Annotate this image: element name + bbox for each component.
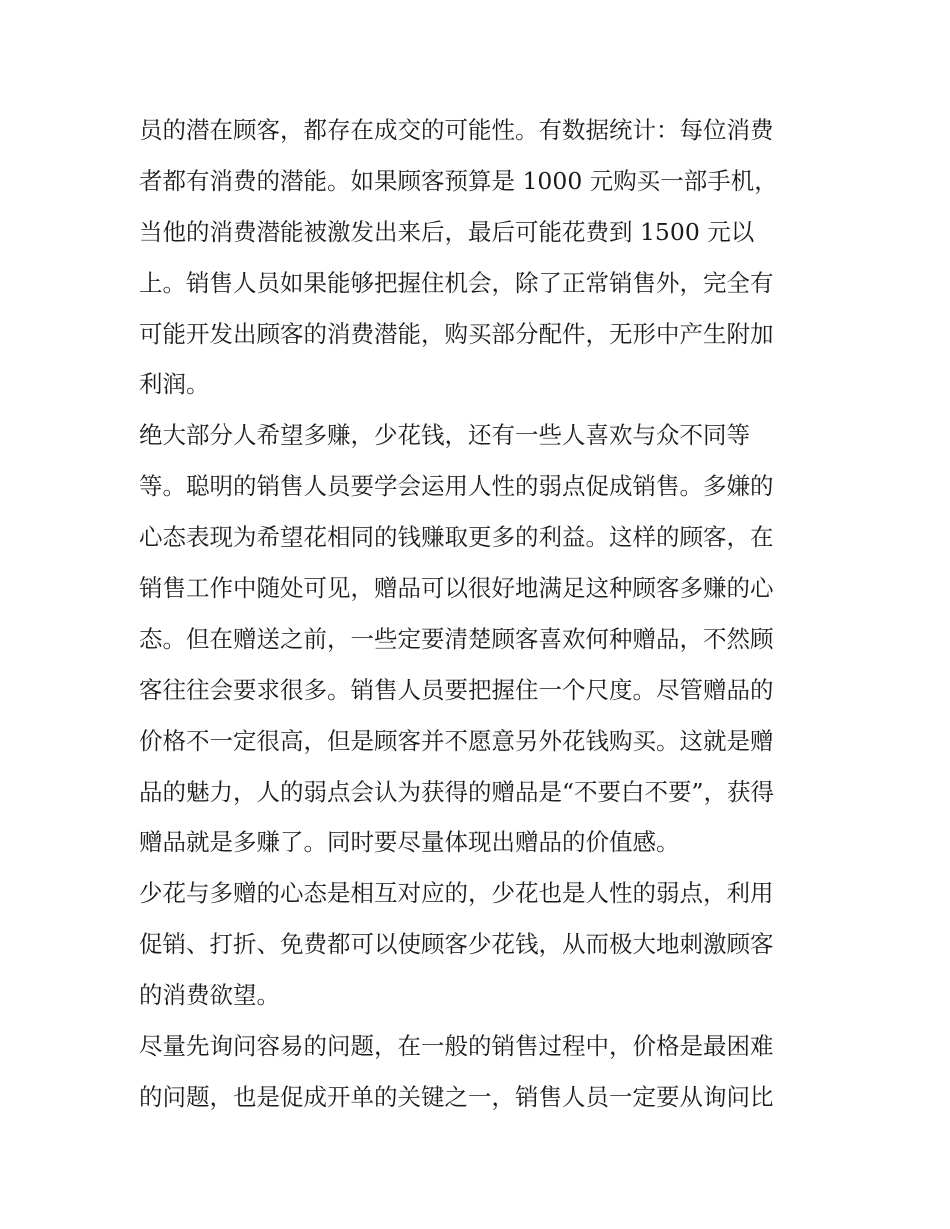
text-line: 品的魅力，人的弱点会认为获得的赠品是“不要白不要”，获得 bbox=[139, 777, 775, 806]
text-line: 可能开发出顾客的消费潜能，购买部分配件，无形中产生附加 bbox=[139, 319, 774, 348]
text-line: 赠品就是多赚了。同时要尽量体现出赠品的价值感。 bbox=[139, 828, 680, 857]
text-line: 当他的消费潜能被激发出来后，最后可能花费到 1500 元以 bbox=[139, 217, 755, 246]
text-line: 促销、打折、免费都可以使顾客少花钱，从而极大地刺激顾客 bbox=[139, 930, 774, 959]
text-line: 上。销售人员如果能够把握住机会，除了正常销售外，完全有 bbox=[139, 268, 774, 297]
text-line: 的问题，也是促成开单的关键之一，销售人员一定要从询问比 bbox=[139, 1082, 774, 1111]
text-line: 态。但在赠送之前，一些定要清楚顾客喜欢何种赠品，不然顾 bbox=[139, 624, 774, 653]
text-line: 的消费欲望。 bbox=[139, 981, 280, 1010]
text-line: 等。聪明的销售人员要学会运用人性的弱点促成销售。多嫌的 bbox=[139, 472, 774, 501]
text-line: 销售工作中随处可见，赠品可以很好地满足这种顾客多赚的心 bbox=[139, 574, 774, 603]
text-line: 客往往会要求很多。销售人员要把握住一个尺度。尽管赠品的 bbox=[139, 675, 774, 704]
text-line: 员的潜在顾客，都存在成交的可能性。有数据统计：每位消费 bbox=[139, 116, 774, 144]
text-line: 少花与多赠的心态是相互对应的，少花也是人性的弱点，利用 bbox=[139, 879, 774, 908]
text-line: 尽量先询问容易的问题，在一般的销售过程中，价格是最困难 bbox=[139, 1032, 774, 1061]
text-line: 心态表现为希望花相同的钱赚取更多的利益。这样的顾客，在 bbox=[139, 523, 774, 552]
text-line: 绝大部分人希望多赚，少花钱，还有一些人喜欢与众不同等 bbox=[139, 421, 750, 450]
text-line: 者都有消费的潜能。如果顾客预算是 1000 元购买一部手机， bbox=[139, 166, 778, 195]
text-line: 利润。 bbox=[139, 370, 210, 399]
body-text bbox=[139, 105, 819, 1123]
text-line: 价格不一定很高，但是顾客并不愿意另外花钱购买。这就是赠 bbox=[139, 726, 774, 755]
